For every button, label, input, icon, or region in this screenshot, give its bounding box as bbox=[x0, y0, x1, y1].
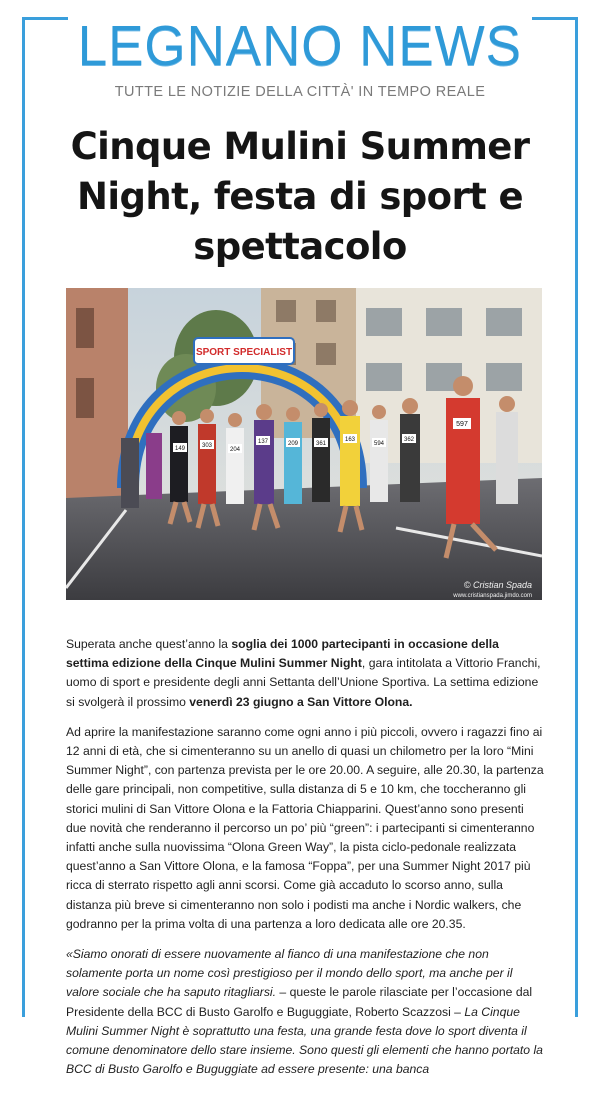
bib-number: 149 bbox=[174, 446, 186, 452]
paragraph-bold-text: venerdì 23 giugno a San Vittore Olona. bbox=[189, 694, 413, 709]
paragraph-text: Superata anche quest’anno la bbox=[66, 637, 232, 651]
bib-number: 594 bbox=[373, 441, 385, 447]
arch-banner-label: SPORT SPECIALIST bbox=[195, 347, 293, 358]
article-headline: Cinque Mulini Summer Night, festa di sport e spettacolo bbox=[70, 125, 530, 268]
paragraph-text: , gara intitolata a Vittorio Franchi, uomo di sport e presidente degli anni Settanta dell’Unione Sportiva. La settima edizione si svolgerà il prossimo bbox=[66, 656, 541, 709]
bib-number: 209 bbox=[287, 441, 299, 447]
bib-number: 361 bbox=[315, 441, 327, 447]
article-paragraph bbox=[66, 635, 544, 712]
article-photo bbox=[66, 288, 542, 600]
paragraph-text: – queste le parole rilasciate per l’occasione dal Presidente della BCC di Busto Garolfo e Buguggiate, Roberto Scazzosi – bbox=[66, 985, 533, 1019]
site-tagline: TUTTE LE NOTIZIE DELLA CITTÀ' IN TEMPO REALE bbox=[114, 84, 486, 100]
frame-border-left bbox=[22, 17, 25, 1017]
photo-credit: © Cristian Spada bbox=[463, 580, 532, 590]
quote-text: La Cinque Mulini Summer Night è soprattutto una festa, una grande festa dove lo sport diventa il comune denominatore dello stare insieme. Sono questi gli elementi che hanno portato la BCC di Busto Garolfo e Buguggiate ad essere presente: una banca bbox=[66, 1004, 543, 1077]
quote-text: «Siamo onorati di essere nuovamente al fianco di una manifestazione che non solamente porta un nome così prestigioso per il mondo dello sport, ma anche per il valore sociale che ha saputo ritagliarsi. bbox=[66, 947, 513, 1000]
photo-credit-url: www.cristianspada.jimdo.com bbox=[453, 593, 532, 599]
bib-number: 163 bbox=[344, 437, 356, 443]
site-logo-title[interactable]: LEGNANO NEWS bbox=[77, 14, 523, 78]
article-paragraph: Ad aprire la manifestazione saranno come ogni anno i più piccoli, ovvero i ragazzi fino ai 12 anni di età, che si cimenteranno su un anello di quasi un chilometro per la loro “Mini Summer Night”, con partenza prevista per le ore 20.00. A seguire, alle 20.30, la partenza delle gare principali, non competitive, sulla distanza di 5 e 10 km, che toccheranno gli storici mulini di San Vittore Olona e la Fattoria Chiapparini. Quest’anno sono presenti due novità che renderanno il percorso un po’ più “green”: i partecipanti si cimenteranno infatti anche sulla nuovissima “Olona Green Way”, la pista ciclo-pedonale realizzata quest’anno a San Vittore Olona, e la famosa “Foppa”, per una Summer Night 2017 più ricca di sterrato rispetto agli anni scorsi. Come già accaduto lo scorso anno, sulla distanza più breve si cimenteranno non solo i podisti ma anche i Nordic walkers, che godranno per la prima volta di una partenza a loro dedicata alle ore 20.35. bbox=[66, 724, 544, 931]
bib-number: 303 bbox=[201, 443, 213, 449]
bib-number: 362 bbox=[403, 437, 415, 443]
article-body bbox=[66, 635, 544, 1090]
bib-number: 597 bbox=[456, 421, 468, 428]
frame-border-right bbox=[575, 17, 578, 1017]
paragraph-bold-text: soglia dei 1000 partecipanti in occasione della settima edizione della Cinque Mulini Summer Night bbox=[66, 637, 499, 671]
bib-number: 137 bbox=[257, 439, 269, 445]
bib-number: 204 bbox=[229, 447, 241, 453]
race-start-illustration bbox=[66, 288, 542, 600]
masthead bbox=[0, 12, 600, 107]
article-paragraph bbox=[66, 945, 544, 1079]
